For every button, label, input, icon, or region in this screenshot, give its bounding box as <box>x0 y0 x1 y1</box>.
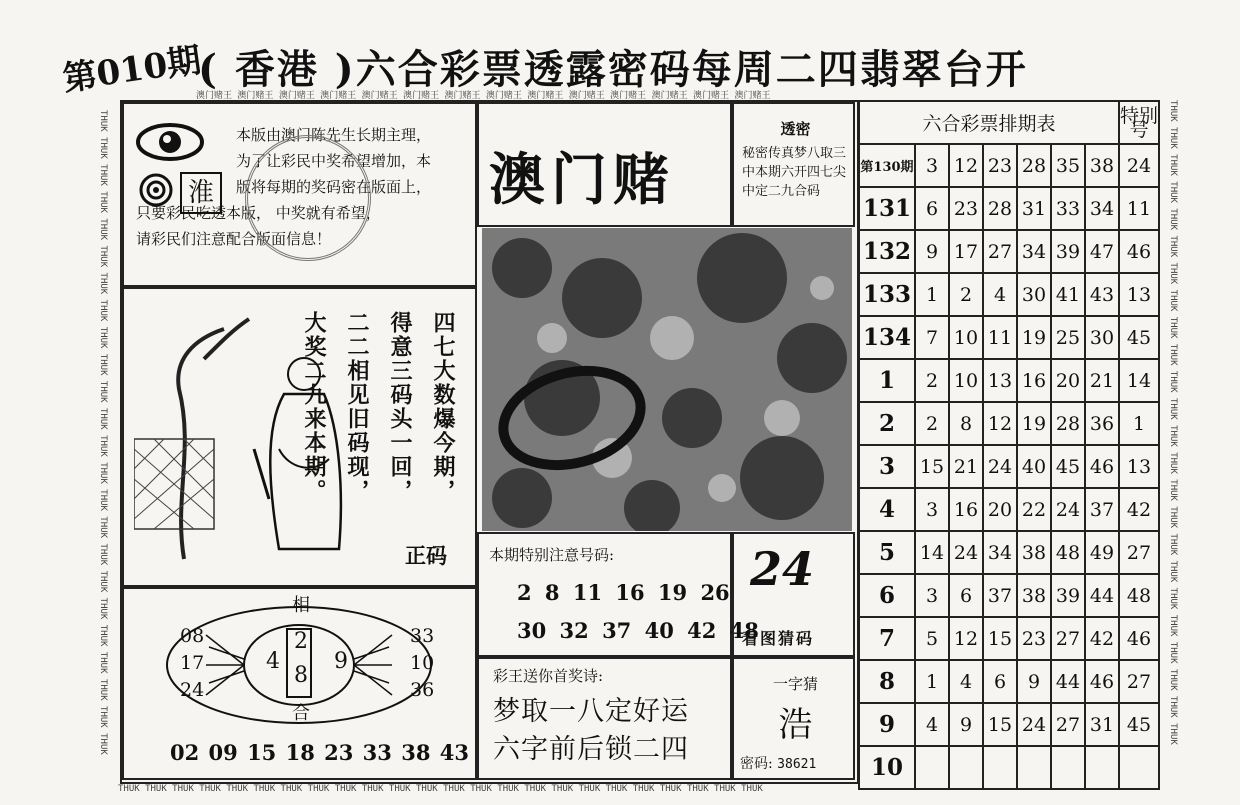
number-cell: 3 <box>915 144 949 187</box>
number-cell: 17 <box>949 230 983 273</box>
period-cell: 10 <box>859 746 915 789</box>
number-cell: 9 <box>915 230 949 273</box>
vertical-poem <box>299 311 459 503</box>
wheel-number: 24 <box>180 679 205 701</box>
number-cell: 11 <box>983 316 1017 359</box>
number-cell: 38 <box>1085 144 1119 187</box>
top-border-strip: 澳门赌王 澳门赌王 澳门赌王 澳门赌王 澳门赌王 澳门赌王 澳门赌王 澳门赌王 澳门赌王 澳门赌王 澳门赌王 澳门赌王 澳门赌王 澳门赌王 <box>196 91 771 101</box>
number-cell: 33 <box>1051 187 1085 230</box>
number-cell: 15 <box>983 703 1017 746</box>
wheel-top-label: 相 <box>292 595 310 616</box>
number-cell: 39 <box>1051 230 1085 273</box>
number-cell: 4 <box>949 660 983 703</box>
number-cell: 24 <box>983 445 1017 488</box>
number-cell: 39 <box>1051 574 1085 617</box>
target-icon <box>138 172 174 208</box>
number-cell: 12 <box>949 617 983 660</box>
secret-text: 秘密传真梦八取三中本期六开四七尖中定二九合码 <box>742 146 847 199</box>
special-numbers-title: 本期特别注意号码: <box>489 546 615 564</box>
code-label: 密码: <box>740 756 773 772</box>
wheel-number: 33 <box>410 625 435 647</box>
number-cell: 34 <box>983 531 1017 574</box>
number-cell: 34 <box>1085 187 1119 230</box>
period-cell: 6 <box>859 574 915 617</box>
number-cell: 37 <box>983 574 1017 617</box>
prize-poem-line: 梦取一八定好运 <box>493 696 689 727</box>
wheel-left-center: 4 <box>266 649 280 674</box>
number-cell: 10 <box>949 316 983 359</box>
number-cell: 45 <box>1051 445 1085 488</box>
number-cell: 28 <box>983 187 1017 230</box>
number-cell: 38 <box>1017 574 1051 617</box>
period-cell: 133 <box>859 273 915 316</box>
number-cell: 4 <box>983 273 1017 316</box>
number-cell: 46 <box>1085 445 1119 488</box>
intro-line: 版将每期的奖码密在版面上， <box>236 178 432 196</box>
wheel-number: 17 <box>180 652 205 674</box>
wheel-right-center: 9 <box>334 649 348 674</box>
number-cell <box>983 746 1017 789</box>
secret-box <box>732 102 855 227</box>
schedule-row <box>859 230 1159 273</box>
number-cell: 3 <box>915 488 949 531</box>
number-cell: 3 <box>915 574 949 617</box>
number-cell: 31 <box>1017 187 1051 230</box>
number-cell <box>1085 746 1119 789</box>
number-cell: 21 <box>949 445 983 488</box>
special-numbers-row: 2 8 11 16 19 26 <box>517 580 730 605</box>
schedule-row <box>859 187 1159 230</box>
number-cell: 16 <box>1017 359 1051 402</box>
schedule-row <box>859 703 1159 746</box>
handwritten-box <box>732 532 855 657</box>
schedule-grid <box>858 100 1160 790</box>
schedule-row <box>859 359 1159 402</box>
schedule-row <box>859 660 1159 703</box>
bottom-border-strip: THUK THUK THUK THUK THUK THUK THUK THUK THUK THUK THUK THUK THUK THUK THUK THUK THUK THUK THUK THUK THUK THUK THUK THUK <box>118 784 763 794</box>
number-cell: 27 <box>983 230 1017 273</box>
special-number-cell: 13 <box>1119 273 1159 316</box>
casino-title-box <box>477 102 732 227</box>
wheel-box-bottom: 8 <box>294 663 308 688</box>
number-cell: 1 <box>915 660 949 703</box>
number-cell: 8 <box>949 402 983 445</box>
period-cell: 134 <box>859 316 915 359</box>
schedule-row <box>859 617 1159 660</box>
special-number-cell: 13 <box>1119 445 1159 488</box>
special-number-cell: 45 <box>1119 316 1159 359</box>
number-cell: 7 <box>915 316 949 359</box>
number-cell: 6 <box>915 187 949 230</box>
schedule-row <box>859 531 1159 574</box>
special-number-cell: 27 <box>1119 531 1159 574</box>
special-number-header: 特别号 <box>1119 101 1159 144</box>
poem-column: 四七大数爆今期， <box>430 311 456 503</box>
number-cell <box>949 746 983 789</box>
number-cell: 6 <box>983 660 1017 703</box>
wheel-box-top: 2 <box>294 629 308 654</box>
period-cell: 1 <box>859 359 915 402</box>
guess-character: 浩 <box>778 705 813 745</box>
number-cell: 9 <box>949 703 983 746</box>
prize-poem-line: 六字前后锁二四 <box>493 734 689 765</box>
number-cell: 42 <box>1085 617 1119 660</box>
wheel-right-numbers <box>410 623 434 704</box>
schedule-row <box>859 488 1159 531</box>
schedule-row <box>859 574 1159 617</box>
schedule-row <box>859 144 1159 187</box>
number-cell: 20 <box>1051 359 1085 402</box>
intro-line: 请彩民们注意配合版面信息！ <box>136 230 332 248</box>
handwritten-number: 24 <box>750 542 815 596</box>
number-cell: 10 <box>949 359 983 402</box>
number-cell: 27 <box>1051 617 1085 660</box>
period-cell: 132 <box>859 230 915 273</box>
number-cell: 23 <box>1017 617 1051 660</box>
schedule-row <box>859 316 1159 359</box>
intro-line: 本版由澳门陈先生长期主理， <box>236 126 432 144</box>
code-value: 38621 <box>777 757 817 772</box>
number-cell: 9 <box>1017 660 1051 703</box>
number-cell: 15 <box>915 445 949 488</box>
number-cell: 6 <box>949 574 983 617</box>
number-cell: 1 <box>915 273 949 316</box>
special-number-cell: 1 <box>1119 402 1159 445</box>
number-cell: 30 <box>1085 316 1119 359</box>
period-cell: 2 <box>859 402 915 445</box>
special-number-cell: 45 <box>1119 703 1159 746</box>
special-number-cell: 24 <box>1119 144 1159 187</box>
prize-poem-box <box>477 657 732 780</box>
guess-by-picture-label: 看图猜码 <box>742 629 815 648</box>
number-cell: 38 <box>1017 531 1051 574</box>
photo-image <box>482 228 852 531</box>
schedule-row <box>859 746 1159 789</box>
special-number-cell <box>1119 746 1159 789</box>
number-cell: 24 <box>949 531 983 574</box>
number-cell: 5 <box>915 617 949 660</box>
guess-box <box>732 657 855 780</box>
zhengma-label: 正码 <box>405 543 447 568</box>
number-cell: 41 <box>1051 273 1085 316</box>
number-cell: 34 <box>1017 230 1051 273</box>
guess-title: 一字猜 <box>772 675 818 693</box>
number-cell: 2 <box>915 402 949 445</box>
wheel-left-numbers <box>180 623 204 704</box>
special-number-cell: 27 <box>1119 660 1159 703</box>
special-numbers-box <box>477 532 759 657</box>
schedule-header-row <box>859 101 1159 144</box>
special-number-cell: 11 <box>1119 187 1159 230</box>
schedule-row <box>859 273 1159 316</box>
poem-column: 得意三码头一回， <box>387 311 413 503</box>
number-cell: 14 <box>915 531 949 574</box>
prize-poem-title: 彩王送你首奖诗: <box>493 667 604 685</box>
number-cell: 2 <box>949 273 983 316</box>
number-cell: 46 <box>1085 660 1119 703</box>
wheel-number: 10 <box>410 652 435 674</box>
intro-line: 只要彩民吃透本版， 中奖就有希望， <box>136 204 381 222</box>
number-cell: 12 <box>983 402 1017 445</box>
right-border-strip: THUK THUK THUK THUK THUK THUK THUK THUK THUK THUK THUK THUK THUK THUK THUK THUK THUK THUK THUK THUK THUK THUK THUK THUK <box>1168 100 1178 745</box>
number-cell: 35 <box>1051 144 1085 187</box>
number-cell: 30 <box>1017 273 1051 316</box>
secret-title: 透密 <box>780 120 811 138</box>
number-cell: 47 <box>1085 230 1119 273</box>
number-cell: 44 <box>1051 660 1085 703</box>
number-cell: 13 <box>983 359 1017 402</box>
period-cell: 5 <box>859 531 915 574</box>
number-cell: 28 <box>1017 144 1051 187</box>
number-cell: 49 <box>1085 531 1119 574</box>
stamp-seal <box>245 135 371 261</box>
schedule-table <box>858 100 1160 790</box>
number-cell: 48 <box>1051 531 1085 574</box>
number-cell: 28 <box>1051 402 1085 445</box>
schedule-row <box>859 402 1159 445</box>
poem-column: 二二相见旧码现， <box>344 311 370 503</box>
number-cell: 25 <box>1051 316 1085 359</box>
number-cell: 2 <box>915 359 949 402</box>
number-cell: 12 <box>949 144 983 187</box>
special-number-cell: 14 <box>1119 359 1159 402</box>
period-cell: 9 <box>859 703 915 746</box>
period-cell: 131 <box>859 187 915 230</box>
period-cell: 7 <box>859 617 915 660</box>
number-cell: 43 <box>1085 273 1119 316</box>
wheel-number: 36 <box>410 679 435 701</box>
number-cell: 4 <box>915 703 949 746</box>
eye-icon <box>135 120 205 165</box>
number-cell: 22 <box>1017 488 1051 531</box>
number-cell: 19 <box>1017 402 1051 445</box>
left-border-strip: THUK THUK THUK THUK THUK THUK THUK THUK THUK THUK THUK THUK THUK THUK THUK THUK THUK THUK THUK THUK THUK THUK THUK THUK <box>98 110 108 755</box>
number-cell: 23 <box>949 187 983 230</box>
number-cell <box>1051 746 1085 789</box>
number-cell: 36 <box>1085 402 1119 445</box>
special-number-cell: 42 <box>1119 488 1159 531</box>
schedule-title: 六合彩票排期表 <box>859 101 1119 144</box>
wheel-bottom-label: 合 <box>292 703 310 724</box>
number-cell: 24 <box>1051 488 1085 531</box>
number-cell: 27 <box>1051 703 1085 746</box>
intro-line: 为了让彩民中奖希望增加，本 <box>236 152 432 170</box>
special-numbers-row: 30 32 37 40 42 48 <box>517 618 759 643</box>
schedule-row <box>859 445 1159 488</box>
seal-character-icon: 淮 <box>180 172 222 214</box>
number-cell: 15 <box>983 617 1017 660</box>
period-cell: 3 <box>859 445 915 488</box>
number-cell: 20 <box>983 488 1017 531</box>
code-line <box>740 753 816 773</box>
page-headline: ( 香港 )六合彩票透露密码每周二四翡翠台开 <box>198 46 1028 93</box>
number-cell: 16 <box>949 488 983 531</box>
special-number-cell: 46 <box>1119 617 1159 660</box>
poem-column: 大奖二九来本期。 <box>301 311 327 503</box>
issue-number: 第010期 <box>60 40 204 100</box>
casino-title: 澳门赌 <box>489 147 675 213</box>
number-cell: 23 <box>983 144 1017 187</box>
number-cell <box>915 746 949 789</box>
number-cell: 31 <box>1085 703 1119 746</box>
period-cell: 第130期 <box>859 144 915 187</box>
number-cell: 24 <box>1017 703 1051 746</box>
number-cell: 21 <box>1085 359 1119 402</box>
number-cell: 40 <box>1017 445 1051 488</box>
number-cell: 37 <box>1085 488 1119 531</box>
wheel-bottom-numbers: 02 09 15 18 23 33 38 43 <box>170 740 469 765</box>
number-cell: 44 <box>1085 574 1119 617</box>
special-number-cell: 46 <box>1119 230 1159 273</box>
special-number-cell: 48 <box>1119 574 1159 617</box>
number-cell: 19 <box>1017 316 1051 359</box>
period-cell: 8 <box>859 660 915 703</box>
period-cell: 4 <box>859 488 915 531</box>
wheel-number: 08 <box>180 625 205 647</box>
number-cell <box>1017 746 1051 789</box>
